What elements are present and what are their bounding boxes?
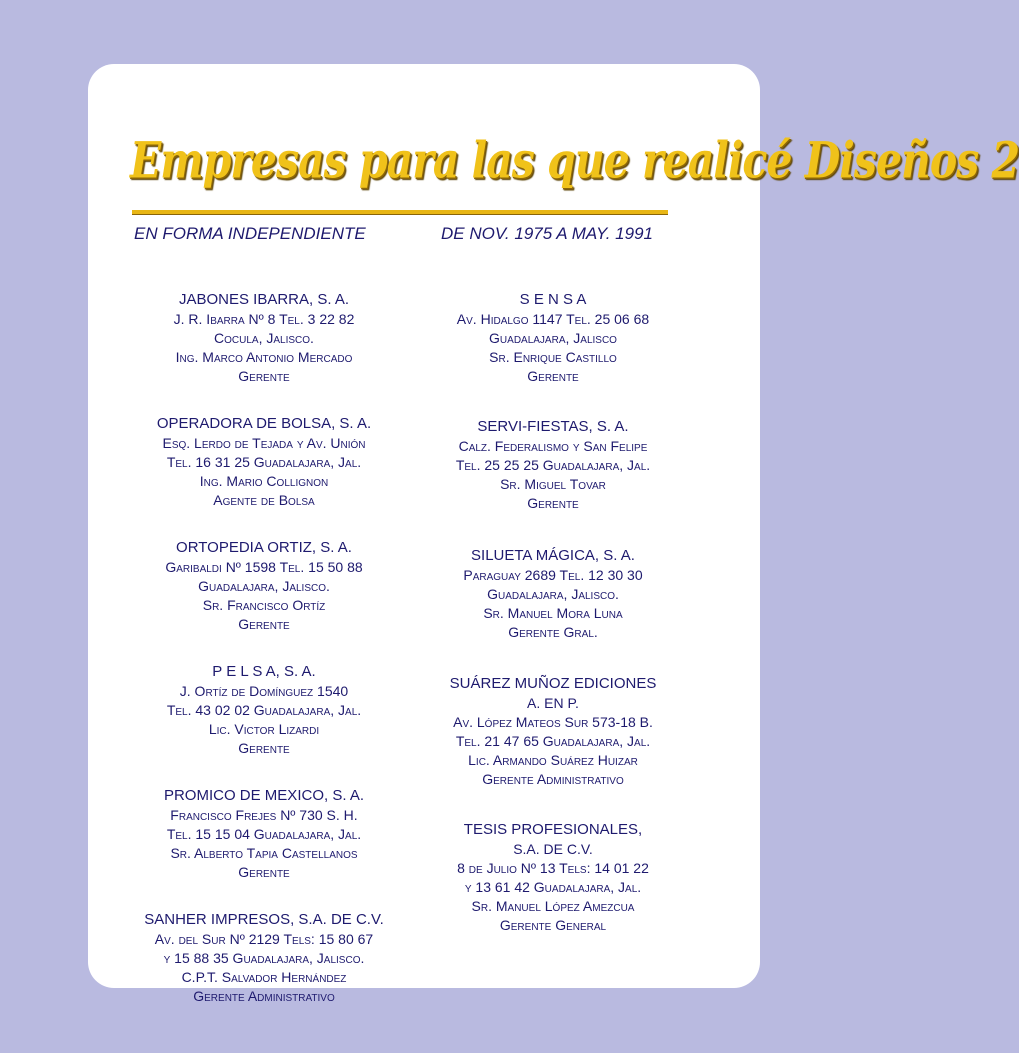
company-detail-line: Sr. Manuel López Amezcua: [471, 898, 635, 914]
company-name: SANHER IMPRESOS, S.A. DE C.V.: [144, 911, 384, 928]
company-detail-line: Sr. Alberto Tapia Castellanos: [170, 845, 358, 861]
company-detail-line: y 13 61 42 Guadalajara, Jal.: [464, 879, 642, 895]
company-detail-line: Gerente General: [499, 917, 607, 933]
company-detail-line: Gerente Administrativo: [193, 988, 335, 1004]
subtitle-left: EN FORMA INDEPENDIENTE: [134, 224, 366, 243]
company-detail-line: Agente de Bolsa: [213, 492, 315, 508]
company-detail-line: Gerente: [238, 740, 290, 756]
company-entry: [393, 674, 713, 789]
subtitle-right: DE NOV. 1975 A MAY. 1991: [441, 224, 653, 243]
company-detail-line: Lic. Armando Suárez Huizar: [468, 752, 638, 768]
company-name: SERVI-FIESTAS, S. A.: [477, 418, 629, 435]
company-detail-line: Gerente Administrativo: [482, 771, 624, 787]
right-company-column: [393, 290, 713, 935]
company-detail-line: Guadalajara, Jalisco.: [198, 578, 330, 594]
company-detail-line: Gerente: [527, 368, 579, 384]
company-detail-line: 8 de Julio Nº 13 Tels: 14 01 22: [457, 860, 649, 876]
company-name: ORTOPEDIA ORTIZ, S. A.: [176, 539, 352, 556]
company-detail-line: Tel. 21 47 65 Guadalajara, Jal.: [455, 733, 651, 749]
company-detail-line: S.A. DE C.V.: [513, 841, 593, 857]
company-detail-line: Sr. Enrique Castillo: [489, 349, 617, 365]
company-detail-line: Gerente: [238, 864, 290, 880]
company-detail-line: Cocula, Jalisco.: [214, 330, 314, 346]
company-detail-line: Esq. Lerdo de Tejada y Av. Unión: [162, 435, 366, 451]
company-entry: [104, 662, 424, 758]
company-name: P E L S A, S. A.: [212, 663, 316, 680]
company-entry: [104, 414, 424, 510]
company-name: S E N S A: [519, 291, 587, 308]
company-detail-line: Av. López Mateos Sur 573-18 B.: [453, 714, 653, 730]
company-entry: [104, 786, 424, 882]
company-name: JABONES IBARRA, S. A.: [178, 291, 350, 308]
company-detail-line: J. Ortíz de Domínguez 1540: [179, 683, 349, 699]
company-detail-line: Guadalajara, Jalisco.: [487, 586, 619, 602]
company-name: OPERADORA DE BOLSA, S. A.: [156, 415, 372, 432]
company-entry: [393, 417, 713, 513]
company-detail-line: Sr. Francisco Ortíz: [202, 597, 326, 613]
company-detail-line: Tel. 16 31 25 Guadalajara, Jal.: [166, 454, 362, 470]
page-title: Empresas para las que realicé Diseños 2: [130, 132, 1019, 190]
company-detail-line: A. EN P.: [527, 695, 579, 711]
company-detail-line: J. R. Ibarra Nº 8 Tel. 3 22 82: [173, 311, 355, 327]
title-underline: [132, 210, 668, 215]
company-detail-line: Tel. 43 02 02 Guadalajara, Jal.: [166, 702, 362, 718]
company-detail-line: Tel. 25 25 25 Guadalajara, Jal.: [455, 457, 651, 473]
company-detail-line: Guadalajara, Jalisco: [489, 330, 617, 346]
company-name: SILUETA MÁGICA, S. A.: [471, 547, 635, 564]
company-detail-line: Sr. Miguel Tovar: [500, 476, 606, 492]
company-entry: [393, 546, 713, 642]
company-entry: [104, 290, 424, 386]
company-name: TESIS PROFESIONALES,: [463, 821, 643, 838]
company-name: SUÁREZ MUÑOZ EDICIONES: [449, 675, 657, 692]
company-detail-line: y 15 88 35 Guadalajara, Jalisco.: [163, 950, 365, 966]
company-detail-line: Calz. Federalismo y San Felipe: [458, 438, 648, 454]
company-detail-line: Av. del Sur Nº 2129 Tels: 15 80 67: [154, 931, 374, 947]
company-entry: [393, 820, 713, 935]
company-detail-line: Gerente: [238, 368, 290, 384]
company-detail-line: Sr. Manuel Mora Luna: [483, 605, 623, 621]
company-detail-line: Garibaldi Nº 1598 Tel. 15 50 88: [165, 559, 363, 575]
company-detail-line: Ing. Mario Collignon: [199, 473, 329, 489]
company-detail-line: Paraguay 2689 Tel. 12 30 30: [463, 567, 643, 583]
company-detail-line: Tel. 15 15 04 Guadalajara, Jal.: [166, 826, 362, 842]
left-company-column: [104, 290, 424, 1006]
company-entry: [104, 910, 424, 1006]
company-detail-line: Lic. Victor Lizardi: [208, 721, 320, 737]
company-detail-line: Av. Hidalgo 1147 Tel. 25 06 68: [456, 311, 650, 327]
company-detail-line: Gerente: [238, 616, 290, 632]
company-name: PROMICO DE MEXICO, S. A.: [163, 787, 365, 804]
company-entry: [104, 538, 424, 634]
company-entry: [393, 290, 713, 386]
company-detail-line: Gerente Gral.: [508, 624, 598, 640]
company-detail-line: Gerente: [527, 495, 579, 511]
company-detail-line: C.P.T. Salvador Hernández: [181, 969, 347, 985]
company-detail-line: Francisco Frejes Nº 730 S. H.: [170, 807, 358, 823]
company-detail-line: Ing. Marco Antonio Mercado: [175, 349, 353, 365]
